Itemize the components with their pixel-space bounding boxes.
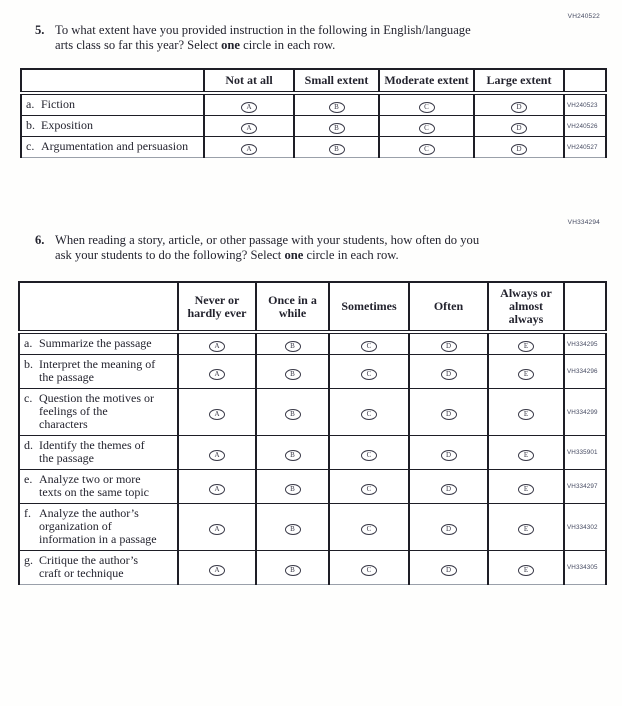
row-label: Fiction: [41, 97, 76, 111]
header-blank: [21, 69, 204, 93]
row-letter: e.: [24, 472, 33, 486]
answer-bubble-d[interactable]: D: [511, 102, 527, 113]
question-5-line2-bold: one: [221, 37, 240, 52]
question-6-number: 6.: [35, 233, 45, 247]
table-row: [21, 116, 606, 137]
row-label-cell: [19, 551, 178, 585]
answer-bubble-e[interactable]: E: [518, 369, 534, 380]
row-letter: f.: [24, 506, 31, 520]
answer-bubble-c[interactable]: C: [361, 341, 377, 352]
answer-bubble-b[interactable]: B: [329, 123, 345, 134]
answer-bubble-c[interactable]: C: [361, 409, 377, 420]
answer-bubble-a[interactable]: A: [209, 565, 225, 576]
question-5-table: [20, 68, 607, 158]
header-code-blank: [564, 69, 606, 93]
answer-bubble-e[interactable]: E: [518, 341, 534, 352]
question-6-table: [18, 281, 607, 585]
answer-cell: [294, 137, 379, 158]
row-label-cell: [21, 137, 204, 158]
answer-bubble-c[interactable]: C: [361, 369, 377, 380]
answer-cell: [329, 332, 409, 355]
answer-bubble-d[interactable]: D: [441, 484, 457, 495]
answer-bubble-a[interactable]: A: [209, 450, 225, 461]
row-label-cell: [19, 504, 178, 551]
question-5-form-code: VH240522: [567, 13, 600, 20]
answer-cell: [488, 355, 564, 389]
answer-bubble-c[interactable]: C: [419, 102, 435, 113]
row-form-code: VH335901: [564, 436, 606, 470]
column-header-often: Often: [409, 282, 488, 332]
answer-bubble-d[interactable]: D: [441, 369, 457, 380]
row-label-cell: [21, 93, 204, 116]
answer-bubble-c[interactable]: C: [361, 450, 377, 461]
answer-cell: [178, 332, 256, 355]
row-letter: c.: [26, 139, 35, 153]
answer-bubble-b[interactable]: B: [285, 369, 301, 380]
answer-bubble-a[interactable]: A: [209, 409, 225, 420]
answer-bubble-c[interactable]: C: [361, 524, 377, 535]
answer-bubble-b[interactable]: B: [285, 565, 301, 576]
answer-cell: [488, 389, 564, 436]
answer-bubble-c[interactable]: C: [361, 484, 377, 495]
answer-cell: [294, 93, 379, 116]
row-label: Question the motives or feelings of the characters: [39, 391, 154, 431]
answer-bubble-c[interactable]: C: [419, 144, 435, 155]
answer-cell: [409, 355, 488, 389]
answer-bubble-e[interactable]: E: [518, 409, 534, 420]
answer-bubble-a[interactable]: A: [209, 369, 225, 380]
answer-cell: [256, 436, 329, 470]
question-6-line2: [55, 248, 479, 263]
row-letter: g.: [24, 553, 33, 567]
row-label-cell: [19, 355, 178, 389]
row-form-code: VH334302: [564, 504, 606, 551]
question-6-line2-pre: ask your students to do the following? Select: [55, 247, 285, 262]
answer-bubble-e[interactable]: E: [518, 524, 534, 535]
answer-bubble-b[interactable]: B: [285, 524, 301, 535]
question-6-line1: When reading a story, article, or other passage with your students, how often do you: [55, 233, 480, 247]
table-row: [21, 137, 606, 158]
column-header-sometimes: Sometimes: [329, 282, 409, 332]
answer-bubble-d[interactable]: D: [511, 123, 527, 134]
answer-cell: [409, 551, 488, 585]
question-5-line2: [55, 38, 471, 53]
answer-cell: [329, 504, 409, 551]
question-5-number: 5.: [35, 23, 45, 37]
answer-cell: [488, 436, 564, 470]
answer-cell: [329, 436, 409, 470]
question-5: [35, 23, 471, 53]
row-form-code: VH334305: [564, 551, 606, 585]
answer-cell: [178, 436, 256, 470]
row-label: Argumentation and persuasion: [41, 139, 189, 153]
row-letter: a.: [24, 336, 33, 350]
answer-cell: [178, 551, 256, 585]
answer-cell: [256, 551, 329, 585]
answer-cell: [256, 355, 329, 389]
table-row: [19, 332, 606, 355]
answer-cell: [488, 332, 564, 355]
row-label: Analyze two or more texts on the same topic: [39, 472, 149, 499]
answer-cell: [329, 389, 409, 436]
row-form-code: VH334299: [564, 389, 606, 436]
row-label-cell: [19, 436, 178, 470]
answer-cell: [204, 93, 294, 116]
row-letter: b.: [26, 118, 35, 132]
header-code-blank: [564, 282, 606, 332]
answer-cell: [474, 93, 564, 116]
answer-cell: [409, 389, 488, 436]
row-letter: c.: [24, 391, 33, 405]
answer-bubble-e[interactable]: E: [518, 450, 534, 461]
row-form-code: VH334296: [564, 355, 606, 389]
question-6: [35, 233, 479, 263]
row-label: Identify the themes of the passage: [39, 438, 145, 465]
header-row: [19, 282, 606, 332]
answer-cell: [178, 355, 256, 389]
answer-cell: [256, 504, 329, 551]
answer-bubble-c[interactable]: C: [419, 123, 435, 134]
header-row: [21, 69, 606, 93]
answer-cell: [488, 470, 564, 504]
question-6-text: [55, 233, 479, 263]
answer-cell: [178, 389, 256, 436]
answer-cell: [488, 504, 564, 551]
answer-bubble-d[interactable]: D: [441, 409, 457, 420]
question-5-line1: To what extent have you provided instruction in the following in English/language: [55, 23, 471, 37]
answer-bubble-a[interactable]: A: [209, 524, 225, 535]
answer-cell: [329, 470, 409, 504]
answer-cell: [409, 332, 488, 355]
question-6-line2-bold: one: [284, 247, 304, 262]
answer-cell: [474, 137, 564, 158]
answer-cell: [379, 116, 474, 137]
answer-bubble-b[interactable]: B: [329, 144, 345, 155]
row-label-cell: [19, 389, 178, 436]
answer-bubble-d[interactable]: D: [441, 524, 457, 535]
answer-bubble-a[interactable]: A: [209, 341, 225, 352]
answer-cell: [329, 551, 409, 585]
table-row: [19, 551, 606, 585]
row-label: Interpret the meaning of the passage: [39, 357, 156, 384]
answer-cell: [204, 137, 294, 158]
row-form-code: VH334297: [564, 470, 606, 504]
answer-bubble-d[interactable]: D: [441, 565, 457, 576]
answer-cell: [474, 116, 564, 137]
column-header-always: Always or almost always: [488, 282, 564, 332]
table-row: [19, 436, 606, 470]
answer-bubble-e[interactable]: E: [518, 484, 534, 495]
column-header-never: Never or hardly ever: [178, 282, 256, 332]
question-6-form-code: VH334294: [567, 219, 600, 226]
answer-bubble-a[interactable]: A: [241, 144, 257, 155]
column-header-small-extent: Small extent: [294, 69, 379, 93]
column-header-not-at-all: Not at all: [204, 69, 294, 93]
question-5-line2-post: circle in each row.: [240, 37, 336, 52]
answer-bubble-d[interactable]: D: [441, 341, 457, 352]
question-5-line2-pre: arts class so far this year? Select: [55, 37, 222, 52]
answer-cell: [256, 389, 329, 436]
answer-cell: [488, 551, 564, 585]
row-label-cell: [19, 332, 178, 355]
row-label-cell: [21, 116, 204, 137]
answer-cell: [178, 504, 256, 551]
table-row: [19, 470, 606, 504]
answer-bubble-d[interactable]: D: [511, 144, 527, 155]
row-letter: b.: [24, 357, 33, 371]
row-letter: d.: [24, 438, 33, 452]
row-form-code: VH240526: [564, 116, 606, 137]
column-header-moderate-extent: Moderate extent: [379, 69, 474, 93]
answer-cell: [256, 470, 329, 504]
row-label: Exposition: [41, 118, 94, 132]
answer-cell: [379, 93, 474, 116]
answer-bubble-e[interactable]: E: [518, 565, 534, 576]
answer-cell: [204, 116, 294, 137]
row-form-code: VH240523: [564, 93, 606, 116]
row-label: Analyze the author’s organization of information in a passage: [39, 506, 157, 546]
answer-cell: [329, 355, 409, 389]
column-header-once-in-a-while: Once in a while: [256, 282, 329, 332]
answer-bubble-c[interactable]: C: [361, 565, 377, 576]
row-label: Summarize the passage: [39, 336, 152, 350]
answer-cell: [409, 436, 488, 470]
answer-bubble-b[interactable]: B: [285, 484, 301, 495]
answer-bubble-d[interactable]: D: [441, 450, 457, 461]
table-row: [21, 93, 606, 116]
answer-cell: [256, 332, 329, 355]
table-row: [19, 355, 606, 389]
answer-bubble-b[interactable]: B: [285, 409, 301, 420]
table-row: [19, 389, 606, 436]
question-5-text: [55, 23, 471, 53]
answer-bubble-a[interactable]: A: [241, 102, 257, 113]
answer-bubble-a[interactable]: A: [241, 123, 257, 134]
header-blank: [19, 282, 178, 332]
row-label: Critique the author’s craft or technique: [39, 553, 139, 580]
question-6-line2-post: circle in each row.: [303, 247, 399, 262]
row-form-code: VH334295: [564, 332, 606, 355]
answer-cell: [409, 504, 488, 551]
answer-bubble-b[interactable]: B: [285, 341, 301, 352]
column-header-large-extent: Large extent: [474, 69, 564, 93]
answer-cell: [409, 470, 488, 504]
row-label-cell: [19, 470, 178, 504]
table-row: [19, 504, 606, 551]
answer-bubble-a[interactable]: A: [209, 484, 225, 495]
row-form-code: VH240527: [564, 137, 606, 158]
answer-bubble-b[interactable]: B: [329, 102, 345, 113]
answer-cell: [178, 470, 256, 504]
row-letter: a.: [26, 97, 35, 111]
answer-cell: [379, 137, 474, 158]
answer-bubble-b[interactable]: B: [285, 450, 301, 461]
answer-cell: [294, 116, 379, 137]
